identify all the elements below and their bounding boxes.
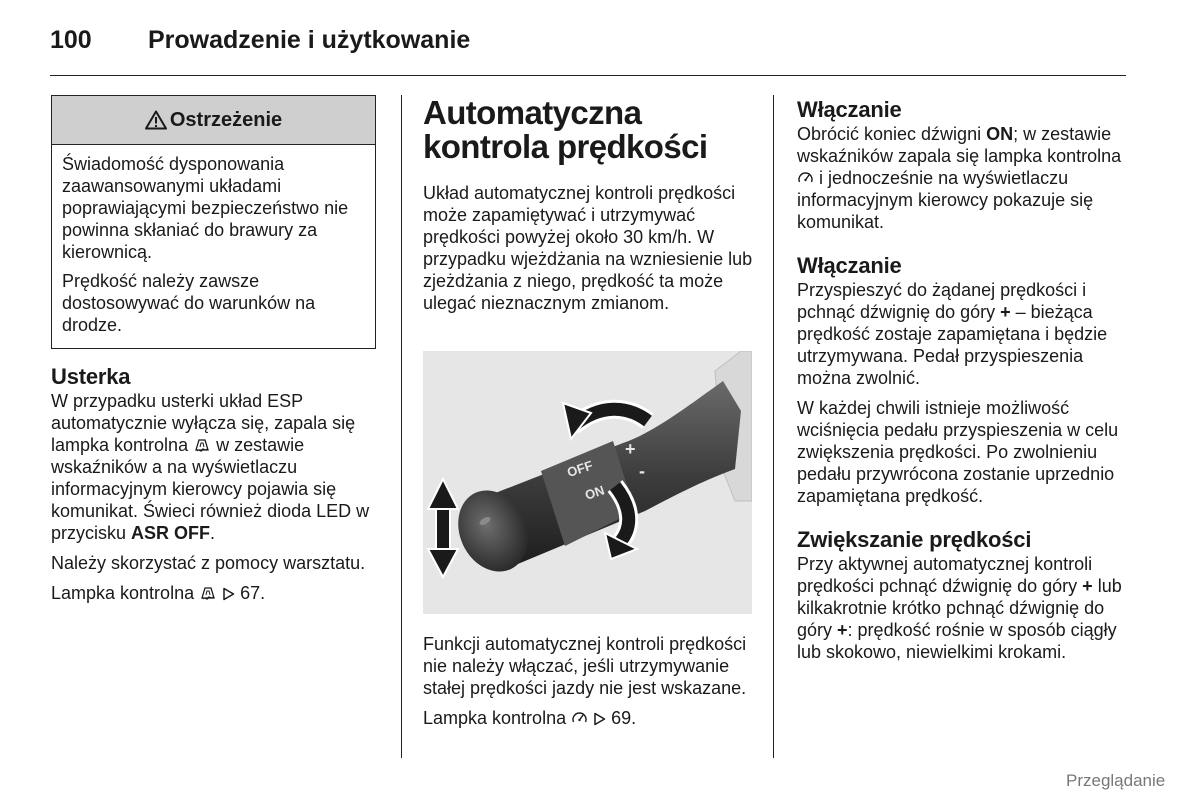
warning-triangle-icon [145,110,167,130]
column-3 [797,97,1132,663]
header-divider [50,75,1126,76]
section-heading-wlaczanie: Włączanie [797,97,902,122]
main-heading: Automatyczna kontrola prędkości [423,94,708,165]
column-2 [423,96,758,314]
cruise-control-lever-illustration [423,351,752,614]
wlaczanie-paragraph: W każdej chwili istnieje możliwość wciśnięcia pedału przyspieszenia w celu zwiększenia prędkości. Po zwolnieniu pedału przywrócona zostanie uprzednio zapamiętana prędkość. [797,398,1119,506]
esp-warning-lamp-icon [193,437,211,453]
wlaczanie-paragraph: Obrócić koniec dźwigni ON; w zestawie wskaźników zapala się lampka kontrolna i jednocześnie na wyświetlaczu informacyjnym kierowcy pokazuje się komunikat. [797,124,1122,232]
page-number: 100 [50,26,92,54]
page-reference: Lampka kontrolna 69. [423,708,637,728]
section-heading-usterka: Usterka [51,364,131,389]
column-2-lower [423,633,758,729]
column-divider-2 [773,95,774,758]
on-label: ON [986,124,1014,144]
plus-symbol: + [837,620,848,640]
column-1 [51,364,381,604]
lever-label-plus: + [625,439,636,459]
lever-label-minus: - [639,461,645,481]
plus-symbol: + [1082,576,1093,596]
zwiekszanie-paragraph: Przy aktywnej automatycznej kontroli prędkości pchnąć dźwignię do góry + lub kilkakrotnie krótko pchnąć dźwignię do góry +: prędkość rośnie w sposób ciągły lub skokowo, niewielkimi krokami. [797,554,1122,662]
column-divider-1 [401,95,402,758]
cruise-control-lamp-icon [571,710,588,726]
warning-paragraph: Świadomość dysponowania zaawansowanymi układami poprawiającymi bezpieczeństwo nie powinna skłaniać do brawury za kierownicą. [62,154,349,262]
plus-symbol: + [1000,302,1011,322]
section-heading-zwiekszanie: Zwiększanie prędkości [797,527,1032,552]
lever-label-off: OFF [565,457,595,480]
chapter-title: Prowadzenie i użytkowanie [148,26,471,54]
section-heading-wlaczanie-2: Włączanie [797,253,902,278]
asr-off-label: ASR OFF [131,523,211,543]
esp-warning-lamp-icon [199,585,217,601]
warning-title: Ostrzeżenie [169,108,283,131]
wlaczanie-paragraph: Przyspieszyć do żądanej prędkości i pchnąć dźwignię do góry + – bieżąca prędkość zostaje zapamiętana i będzie utrzymywana. Pedał przyspieszenia można zwolnić. [797,280,1108,388]
lever-label-on: ON [583,482,607,503]
page-reference: Lampka kontrolna 67. [51,583,266,603]
intro-paragraph: Układ automatycznej kontroli prędkości może zapamiętywać i utrzymywać prędkości powyżej około 30 km/h. W przypadku wjeżdżania na wzniesienie lub zjeżdżania z niego, prędkość ta może ulegać nieznacznym zmianom. [423,183,753,313]
browse-link[interactable]: Przeglądanie [1066,771,1166,790]
warning-header [52,96,375,145]
warning-box [51,95,376,349]
page-reference-arrow-icon[interactable] [593,712,606,726]
cruise-warning-paragraph: Funkcji automatycznej kontroli prędkości nie należy włączać, jeśli utrzymywanie stałej prędkości jazdy nie jest wskazane. [423,634,747,698]
usterka-paragraph: W przypadku usterki układ ESP automatycznie wyłącza się, zapala się lampka kontrolna w zestawie wskaźników a na wyświetlaczu informacyjnym kierowcy pojawia się komunikat. Świeci również dioda LED w przycisku ASR OFF. [51,391,370,543]
cruise-control-lamp-icon [797,170,814,186]
page-reference-arrow-icon[interactable] [222,587,235,601]
usterka-paragraph: Należy skorzystać z pomocy warsztatu. [51,553,366,573]
warning-paragraph: Prędkość należy zawsze dostosowywać do warunków na drodze. [62,271,316,335]
